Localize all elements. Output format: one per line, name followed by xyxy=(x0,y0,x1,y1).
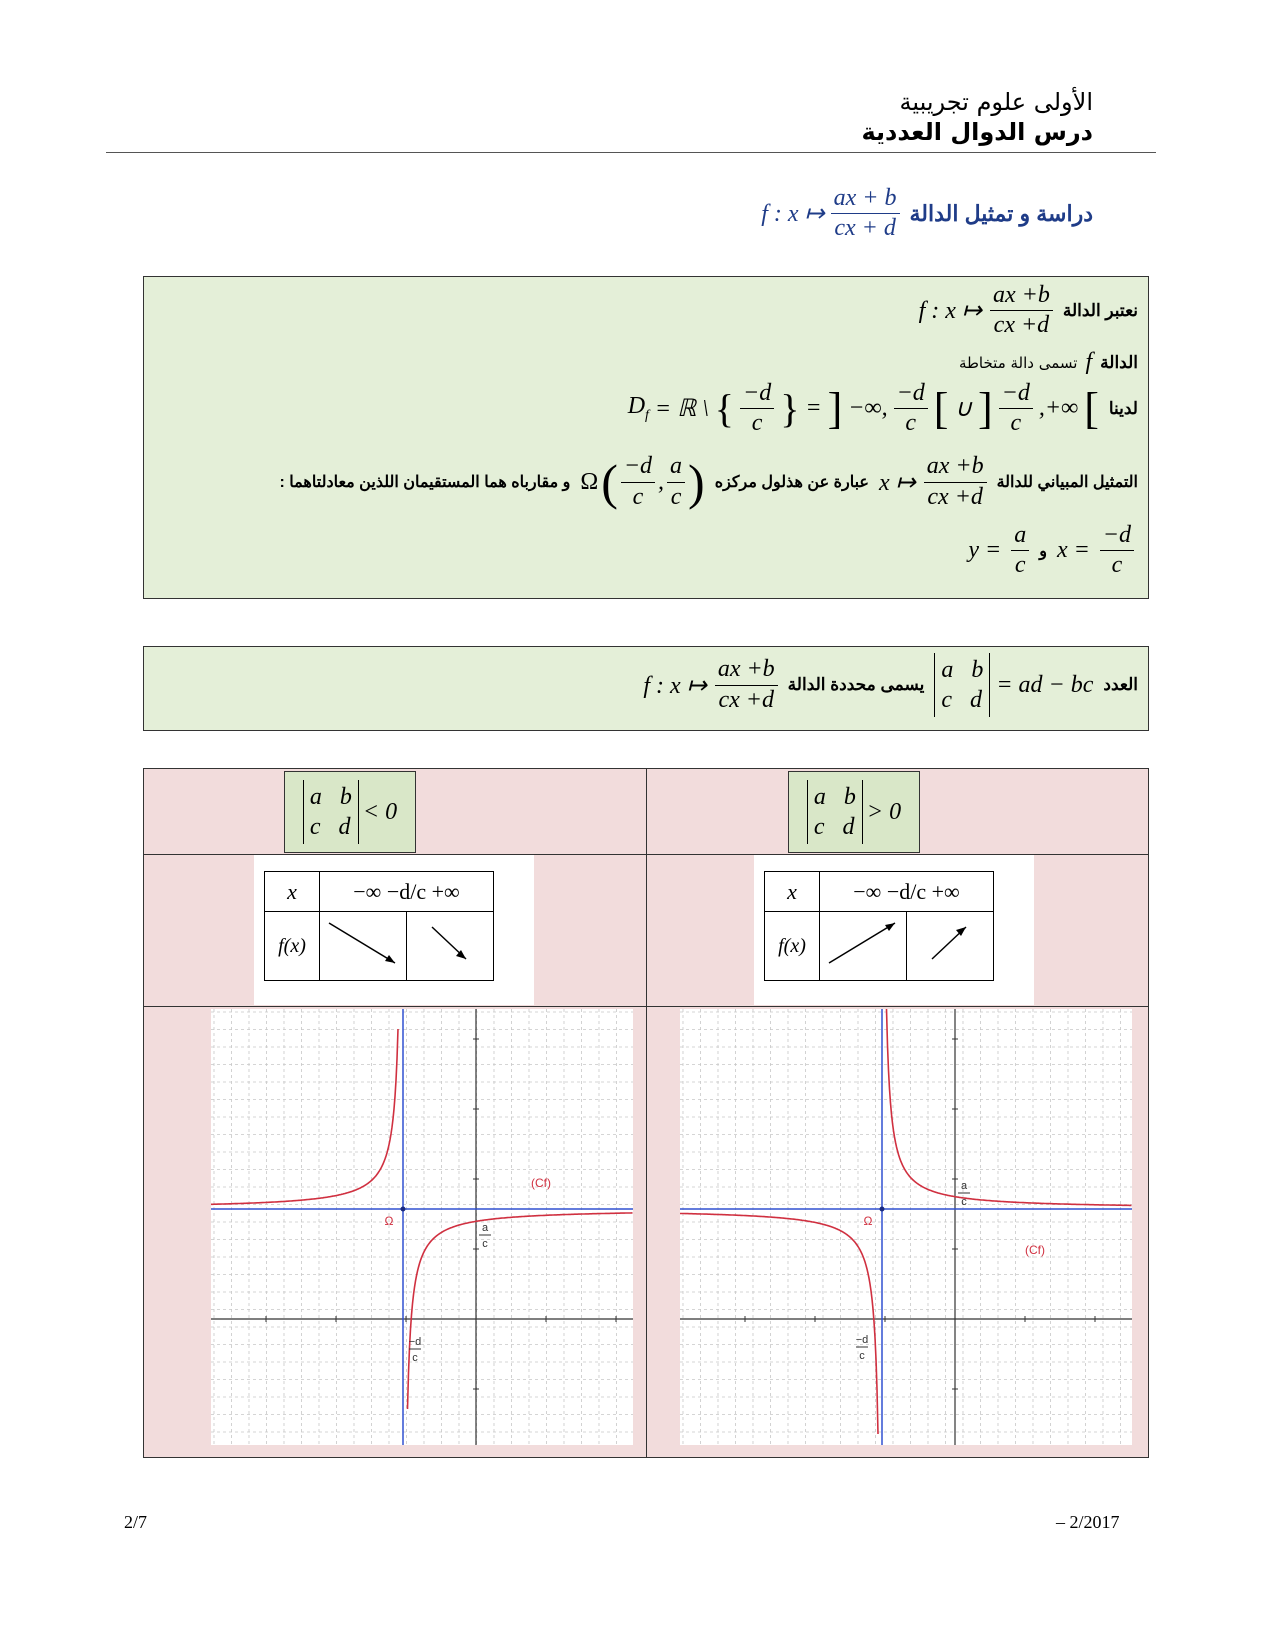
asymptotes-text: و مقارباه هما المستقيمان اللذين معادلتاهما : xyxy=(279,474,571,491)
determinant-formula: a b c d = ad − bc xyxy=(934,653,1093,717)
a-over-c-label-num: a xyxy=(481,1222,489,1234)
line-consider xyxy=(919,283,1138,338)
det-function-formula: f : x ↦ $\frac{ax +b}{cx +d}$ xyxy=(643,657,777,712)
decreasing-arrow-icon xyxy=(323,913,403,973)
number-label: العدد xyxy=(1103,675,1138,694)
footer-page: 2/7 xyxy=(124,1512,148,1532)
header-rule xyxy=(106,152,1156,153)
neg-d-over-c-label-den: c xyxy=(859,1350,865,1362)
center-point xyxy=(401,1207,406,1212)
graph-formula: x ↦ $\frac{ax +b}{cx +d}$ xyxy=(879,454,987,509)
header-lesson: درس الدوال العددية xyxy=(861,118,1093,146)
line-asymptote-equations: y = $\frac{a}{c}$ و x = $\frac{-d}{c}$ xyxy=(968,523,1134,578)
graph-label: التمثيل المبياني للدالة xyxy=(996,474,1138,491)
function-var: f xyxy=(1085,349,1093,375)
line-domain xyxy=(628,381,1138,436)
consider-label: نعتبر الدالة xyxy=(1062,300,1138,320)
header-level: الأولى علوم تجريبية xyxy=(899,88,1093,116)
decreasing-arrow-icon xyxy=(410,913,490,973)
line-homographic xyxy=(959,349,1138,376)
curve-label: (Cf) xyxy=(1025,1243,1045,1257)
line-graph-description xyxy=(280,453,1138,511)
a-over-c-label-den: c xyxy=(961,1196,967,1208)
variation-table-increasing: x −∞ −d/c +∞ f(x) xyxy=(754,855,1034,1005)
a-over-c-label-den: c xyxy=(482,1238,488,1250)
condition-positive: a b c d > 0 xyxy=(788,771,920,853)
condition-negative: a b c d < 0 xyxy=(284,771,416,853)
domain-formula: $D_f$ = ℝ \ { $\frac{-d}{c}$ } = ] −∞, $\frac{-d}{c}$ [ ∪ ] $\frac{-d}{c}$ ,+∞ [ xyxy=(627,380,1099,437)
function-label: الدالة xyxy=(1100,352,1138,372)
center-formula: Ω ( $\frac{-d}{c}$ , $\frac{a}{c}$ ) xyxy=(580,453,705,510)
footer-date: – 2/2017 xyxy=(1056,1512,1120,1532)
neg-d-over-c-label-num: −d xyxy=(408,1336,422,1348)
section-title xyxy=(761,186,1093,241)
omega-label: Ω xyxy=(384,1214,394,1228)
omega-label: Ω xyxy=(863,1214,873,1228)
neg-d-over-c-label-den: c xyxy=(412,1352,418,1364)
curve-label: (Cf) xyxy=(531,1176,551,1190)
consider-formula: f : x ↦ $\frac{ax +b}{cx +d}$ xyxy=(919,283,1053,338)
definition-box xyxy=(143,276,1149,599)
we-have-label: لدينا xyxy=(1108,398,1138,418)
increasing-arrow-icon xyxy=(910,913,990,973)
determinant-box xyxy=(143,646,1149,731)
homographic-text: تسمى دالة متخاطة xyxy=(958,353,1078,372)
hyperbola-text: عبارة عن هذلول مركزه xyxy=(714,474,869,491)
graph-positive-determinant xyxy=(680,1009,1132,1445)
increasing-arrow-icon xyxy=(823,913,903,973)
comparison-table xyxy=(143,768,1149,1458)
center-point xyxy=(880,1207,885,1212)
called-label: يسمى محددة الدالة xyxy=(787,675,925,694)
graph-negative-determinant xyxy=(211,1009,633,1445)
variation-table-decreasing: x −∞ −d/c +∞ f(x) xyxy=(254,855,534,1005)
section-title-formula: f : x ↦ $\frac{ax + b}{cx + d}$ xyxy=(761,186,899,241)
section-title-text: دراسة و تمثيل الدالة xyxy=(909,200,1093,226)
a-over-c-label-num: a xyxy=(960,1180,968,1192)
neg-d-over-c-label-num: −d xyxy=(855,1334,869,1346)
